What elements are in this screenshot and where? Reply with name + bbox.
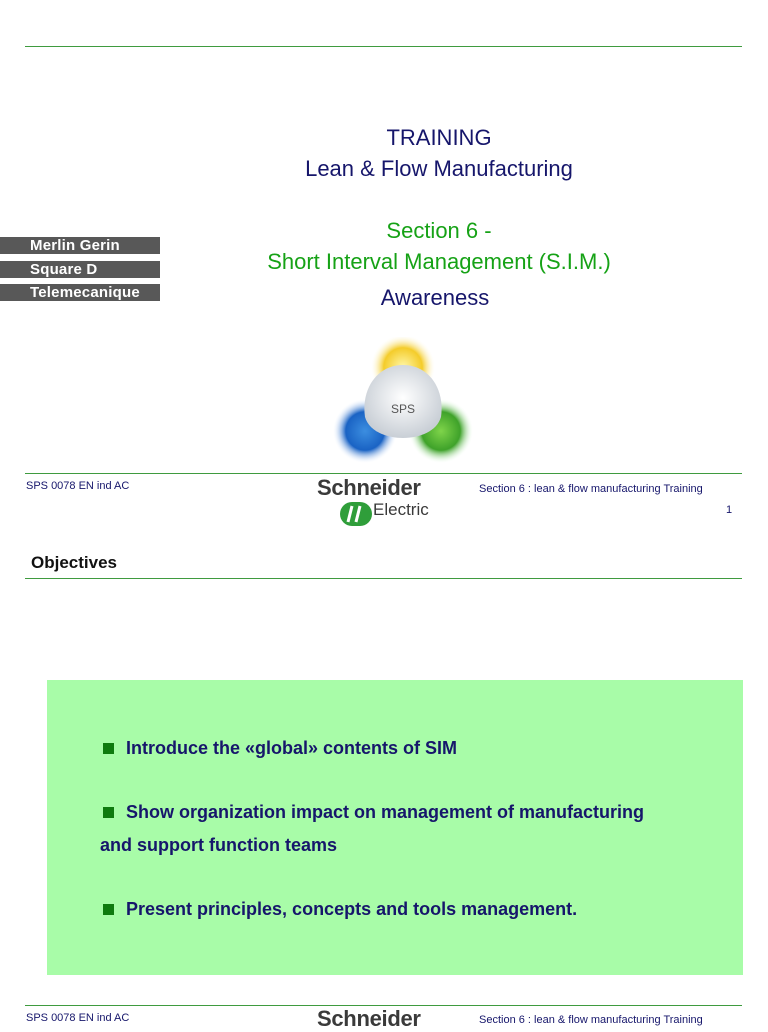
- objectives-heading: Objectives: [31, 553, 117, 572]
- footer-rule-1: [25, 473, 742, 474]
- objective-2-continued: and support function teams: [100, 835, 338, 855]
- schneider-wordmark: Schneider: [317, 475, 421, 500]
- top-rule: [25, 46, 742, 47]
- subtitle: Awareness: [380, 285, 490, 310]
- objectives-rule: [25, 578, 742, 579]
- objective-3: Present principles, concepts and tools management.: [126, 899, 578, 919]
- footer-doc-ref: SPS 0078 EN ind AC: [26, 480, 130, 492]
- schneider-logo-icon: [338, 500, 374, 528]
- section-line-1: Section 6 -: [386, 218, 492, 243]
- logo-center-text: SPS: [390, 402, 416, 416]
- brand-square-d: Square D: [0, 261, 160, 278]
- title-line-1: TRAINING: [386, 125, 492, 150]
- section-line-2: Short Interval Management (S.I.M.): [267, 249, 611, 274]
- title-line-2: Lean & Flow Manufacturing: [305, 156, 573, 181]
- schneider-wordmark-2: Schneider: [317, 1006, 421, 1031]
- brand-telemecanique: Telemecanique: [0, 284, 160, 301]
- bullet-square-icon: [103, 743, 114, 754]
- footer-doc-ref-2: SPS 0078 EN ind AC: [26, 1012, 130, 1024]
- objectives-box: [47, 680, 743, 975]
- footer-section-label-2: Section 6 : lean & flow manufacturing Training: [479, 1014, 703, 1026]
- electric-wordmark: Electric: [373, 500, 429, 519]
- objective-2: Show organization impact on management of manufacturing: [126, 802, 645, 822]
- bullet-square-icon: [103, 807, 114, 818]
- bullet-square-icon: [103, 904, 114, 915]
- brand-merlin-gerin: Merlin Gerin: [0, 237, 160, 254]
- sps-logo: [333, 337, 473, 465]
- page-number: 1: [726, 504, 733, 516]
- objective-1: Introduce the «global» contents of SIM: [126, 738, 458, 758]
- footer-section-label: Section 6 : lean & flow manufacturing Training: [479, 483, 703, 495]
